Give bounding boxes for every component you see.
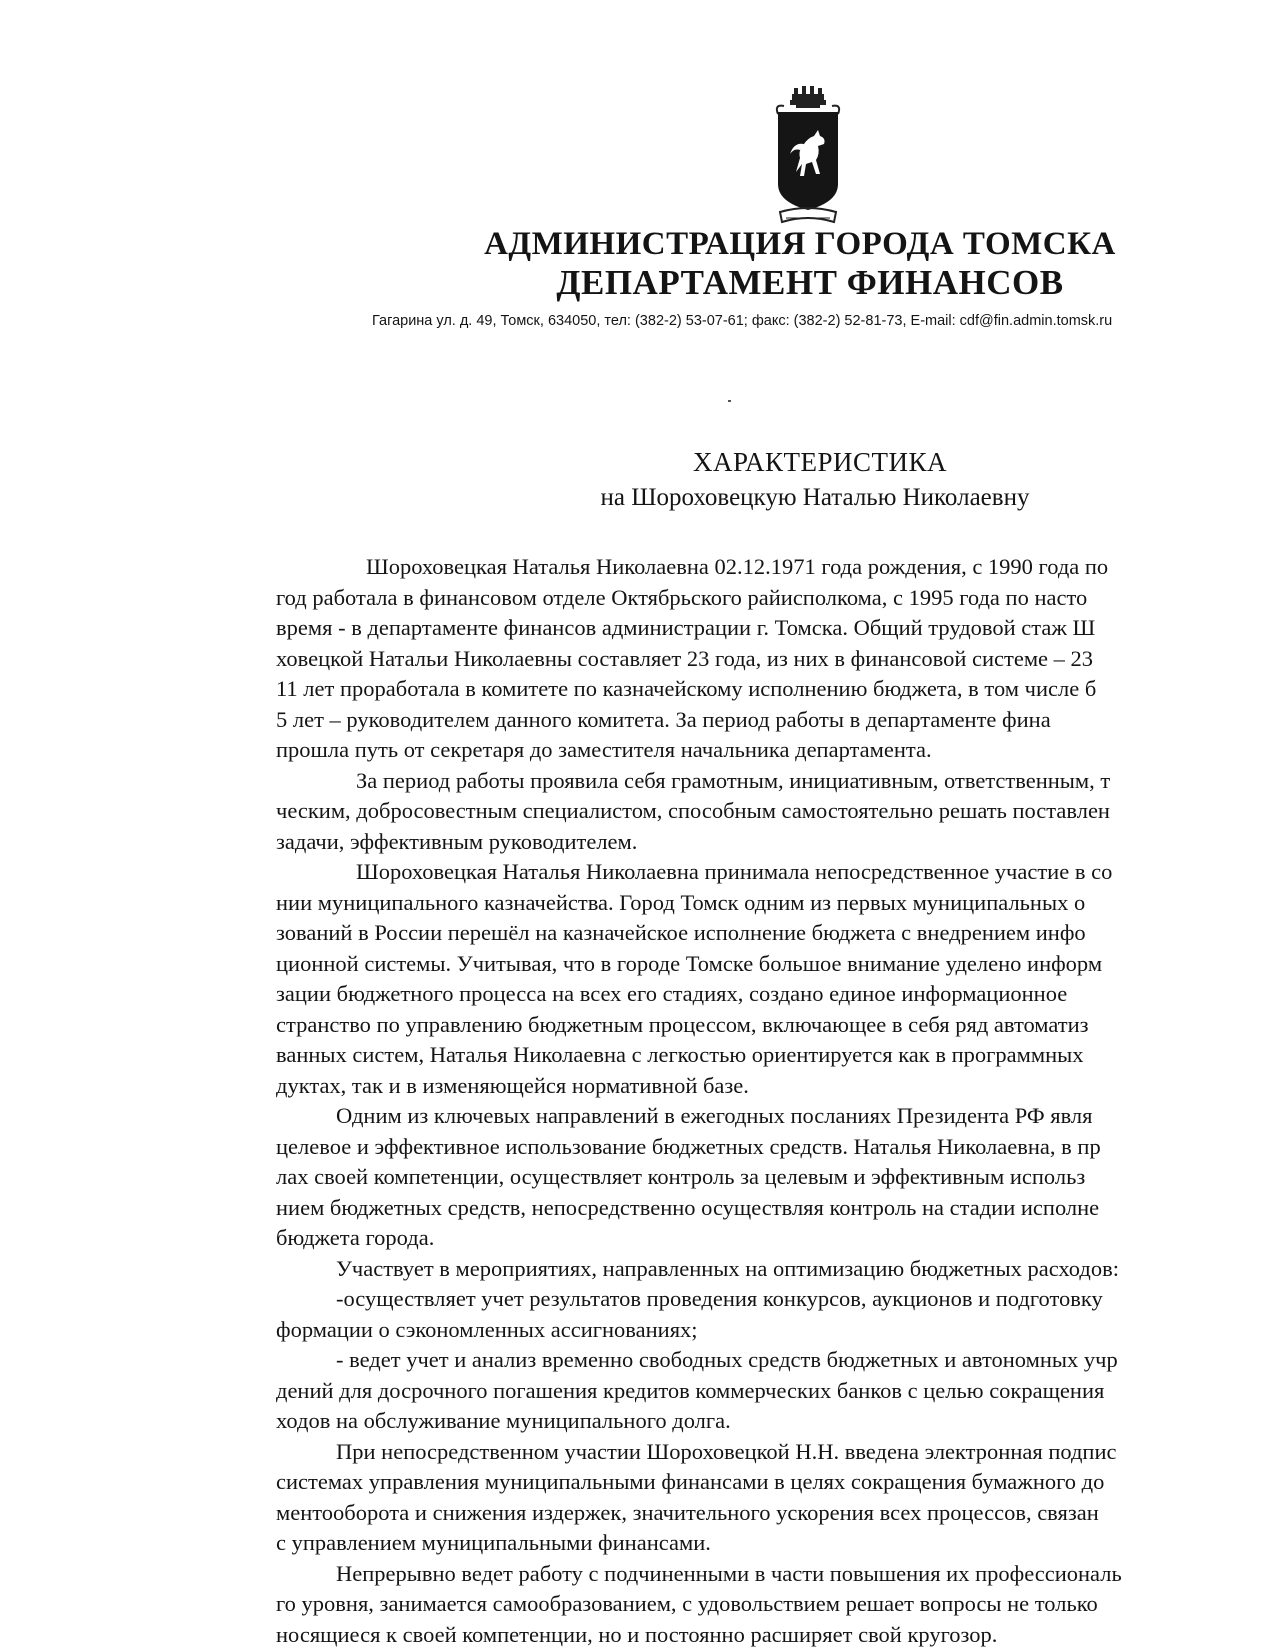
body-line: зований в России перешёл на казначейское исполнение бюджета с внедрением инфо bbox=[276, 920, 1086, 945]
document-subtitle: на Шороховецкую Наталью Николаевну bbox=[600, 484, 1030, 511]
body-line: дений для досрочного погашения кредитов коммерческих банков с целью сокращения bbox=[276, 1377, 1105, 1403]
body-line: формации о сэкономленных ассигнованиях; bbox=[276, 1316, 698, 1342]
scan-speck bbox=[728, 400, 731, 402]
body-line: ванных систем, Наталья Николаевна с легкостью ориентируется как в программных bbox=[276, 1042, 1084, 1067]
body-line: ментооборота и снижения издержек, значительного ускорения всех процессов, связан bbox=[276, 1499, 1099, 1525]
contact-details: Гагарина ул. д. 49, Томск, 634050, тел: (382-2) 53-07-61; факс: (382-2) 52-81-73, E-mail: cdf@fin.admin.tomsk.ru bbox=[372, 313, 1113, 329]
body-line: - ведет учет и анализ временно свободных средств бюджетных и автономных учр bbox=[336, 1347, 1118, 1372]
body-line: ционной системы. Учитывая, что в городе Томске большое внимание уделено информ bbox=[276, 950, 1103, 976]
document-body bbox=[276, 552, 1275, 1650]
tomsk-coat-of-arms-icon bbox=[772, 84, 844, 228]
body-line: ховецкой Натальи Николаевны составляет 23 года, из них в финансовой системе – 23 bbox=[276, 645, 1094, 671]
body-line: Непрерывно ведет работу с подчиненными в части повышения их профессиональ bbox=[336, 1560, 1122, 1586]
body-line: -осуществляет учет результатов проведения конкурсов, аукционов и подготовку bbox=[336, 1286, 1103, 1311]
body-line: носящиеся к своей компетенции, но и постоянно расширяет свой кругозор. bbox=[276, 1621, 998, 1647]
body-line: прошла путь от секретаря до заместителя начальника департамента. bbox=[276, 737, 932, 762]
body-line: зации бюджетного процесса на всех его стадиях, создано единое информационное bbox=[276, 981, 1068, 1006]
body-line: время - в департаменте финансов администрации г. Томска. Общий трудовой стаж Ш bbox=[276, 615, 1096, 640]
body-line: 5 лет – руководителем данного комитета. За период работы в департаменте фина bbox=[276, 706, 1051, 732]
body-line: Шороховецкая Наталья Николаевна принимала непосредственное участие в со bbox=[356, 859, 1113, 884]
body-line: го уровня, занимается самообразованием, с удовольствием решает вопросы не только bbox=[276, 1591, 1098, 1616]
body-line: Одним из ключевых направлений в ежегодных посланиях Президента РФ явля bbox=[336, 1103, 1093, 1128]
body-line: лах своей компетенции, осуществляет контроль за целевым и эффективным использ bbox=[276, 1164, 1086, 1189]
body-line: год работала в финансовом отделе Октябрьского райисполкома, с 1995 года по насто bbox=[276, 584, 1088, 610]
body-line: бюджета города. bbox=[276, 1225, 435, 1250]
body-line: Участвует в мероприятиях, направленных на оптимизацию бюджетных расходов: bbox=[336, 1255, 1119, 1281]
body-line: При непосредственном участии Шороховецкой Н.Н. введена электронная подпис bbox=[336, 1438, 1117, 1464]
body-line: ходов на обслуживание муниципального долга. bbox=[276, 1408, 731, 1433]
body-line: с управлением муниципальными финансами. bbox=[276, 1530, 711, 1555]
body-line: странство по управлению бюджетным процессом, включающее в себя ряд автоматиз bbox=[276, 1011, 1089, 1037]
body-line: нием бюджетных средств, непосредственно осуществляя контроль на стадии исполне bbox=[276, 1194, 1100, 1220]
body-line: целевое и эффективное использование бюджетных средств. Наталья Николаевна, в пр bbox=[276, 1133, 1101, 1159]
body-line: задачи, эффективным руководителем. bbox=[276, 828, 638, 854]
document-title: ХАРАКТЕРИСТИКА bbox=[692, 447, 948, 477]
body-line: системах управления муниципальными финансами в целях сокращения бумажного до bbox=[276, 1469, 1105, 1494]
body-line: нии муниципального казначейства. Город Томск одним из первых муниципальных о bbox=[276, 889, 1086, 915]
body-line: Шороховецкая Наталья Николаевна 02.12.1971 года рождения, с 1990 года по bbox=[366, 554, 1109, 579]
body-line: За период работы проявила себя грамотным, инициативным, ответственным, т bbox=[356, 767, 1111, 793]
body-line: 11 лет проработала в комитете по казначейскому исполнению бюджета, в том числе б bbox=[276, 676, 1097, 701]
body-line: дуктах, так и в изменяющейся нормативной базе. bbox=[276, 1072, 749, 1098]
department-name: ДЕПАРТАМЕНТ ФИНАНСОВ bbox=[556, 263, 1064, 302]
organization-name: АДМИНИСТРАЦИЯ ГОРОДА ТОМСКА bbox=[484, 226, 1116, 262]
body-line: ческим, добросовестным специалистом, способным самостоятельно решать поставлен bbox=[276, 798, 1110, 823]
